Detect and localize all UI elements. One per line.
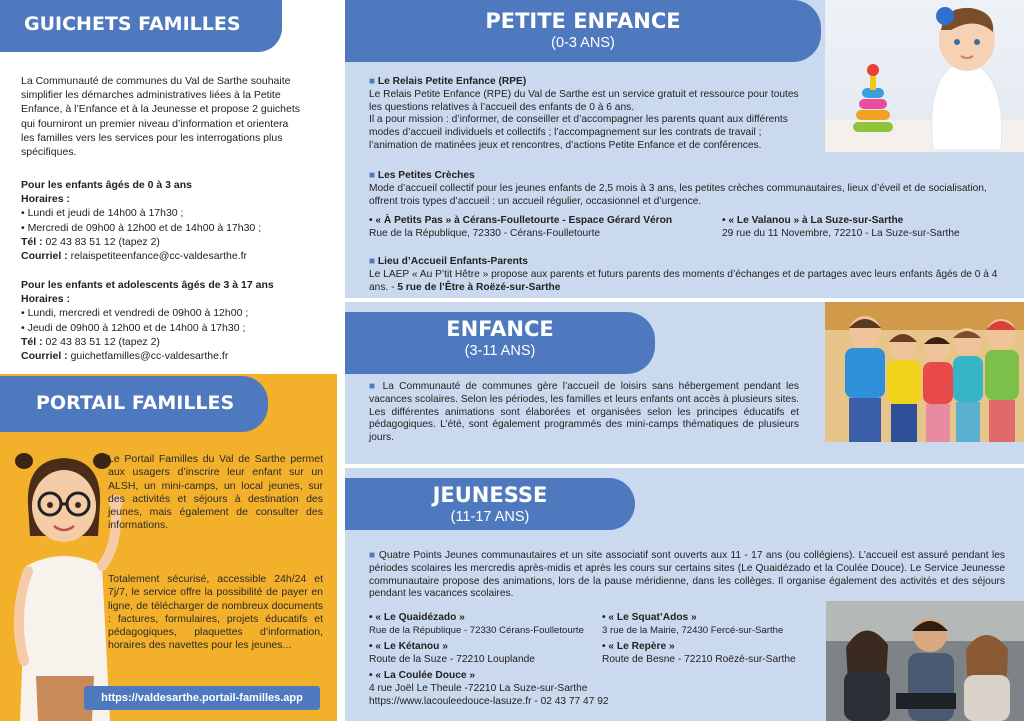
- site-ketanou: • « Le Kétanou » Route de la Suze - 72210 Louplande: [369, 641, 535, 665]
- jeunesse-description: ■ Quatre Points Jeunes communautaires et un site associatif sont ouverts aux 11 - 17 ans (ou collégiens). L’accueil est assuré pendant les périodes scolaires les mercredis après-midis et après les cours sur certains sites (Le Quaidézado et la Coulée Douce). Le Service Jeunesse communautaire propose des animations, lors de la pause méridienne, dans les collèges. Il organise également des activités et des séjours pendant les vacances scolaires.: [369, 550, 1005, 600]
- laep-heading: Lieu d’Accueil Enfants-Parents: [377, 256, 528, 267]
- creche-a-petits-pas: • « À Petits Pas » à Cérans-Foulletourte - Espace Gérard Véron Rue de la République, 72330 - Cérans-Foulletourte: [369, 215, 673, 239]
- creche-le-valanou: • « Le Valanou » à La Suze-sur-Sarthe 29 rue du 11 Novembre, 72210 - La Suze-sur-Sarthe: [722, 215, 960, 239]
- guichet-0-3-block: Pour les enfants âgés de 0 à 3 ans Horaires : • Lundi et jeudi de 14h00 à 17h30 ; • Mercredi de 09h00 à 12h00 et de 14h00 à 17h30 ; Tél : 02 43 83 51 12 (tapez 2) Courriel : relaispetiteenfance@cc-valdesarthe.fr: [21, 178, 323, 263]
- portail-url-link[interactable]: https://valdesarthe.portail-familles.app: [84, 686, 320, 710]
- enfance-header: [345, 312, 655, 374]
- petite-enfance-title: PETITE ENFANCE: [485, 9, 681, 33]
- portail-features: Totalement sécurisé, accessible 24h/24 et 7j/7, le service offre la possibilité de payer en ligne, de télécharger de nombreux documents : factures, formulaires, projets éducatifs et pédagogiques, plaquettes d’information, horaires des navettes pour les jeunes...: [108, 573, 323, 652]
- creches-heading: Les Petites Crèches: [377, 170, 475, 181]
- baby-illustration: [825, 0, 1024, 152]
- square-bullet-icon: ■: [369, 550, 376, 561]
- site-repere: • « Le Repère » Route de Besne - 72210 Roëzé-sur-Sarthe: [602, 641, 796, 665]
- site-quaidezado: • « Le Quaidézado » Rue de la République - 72330 Cérans-Foulletourte: [369, 612, 584, 636]
- square-bullet-icon: ■: [369, 256, 376, 267]
- rpe-heading: Le Relais Petite Enfance (RPE): [377, 76, 527, 87]
- email-link[interactable]: relaispetiteenfance@cc-valdesarthe.fr: [67, 250, 248, 263]
- children-group-image: [825, 302, 1024, 442]
- baby-playing-image: [825, 0, 1024, 152]
- square-bullet-icon: ■: [369, 381, 378, 392]
- rpe-block: ■ Le Relais Petite Enfance (RPE) Le Relais Petite Enfance (RPE) du Val de Sarthe est un service gratuit et ressource pour toutes les questions relatives à l’accueil des enfants de 0 à 6 ans. Il a pour mission : d’informer, de conseiller et d’accompagner les parents quant aux différents modes d’accueil individuels et collectifs ; l’accompagnement sur les contrats de travail ; l’animation de matinées jeux et rencontres, d’actions Petite Enfance et de conférences.: [369, 76, 799, 151]
- girl-with-glasses-image: [6, 446, 124, 721]
- portail-title: PORTAIL FAMILLES: [0, 376, 268, 432]
- square-bullet-icon: ■: [369, 76, 376, 87]
- creches-block: ■ Les Petites Crèches Mode d’accueil collectif pour les jeunes enfants de 2,5 mois à 3 ans, les petites crèches communautaires, lieux d’éveil et de socialisation, offrent trois types d’accueil : un accueil régulier, occasionnel et d’urgence.: [369, 170, 987, 207]
- laep-block: ■ Lieu d’Accueil Enfants-Parents Le LAEP « Au P’tit Hêtre » propose aux parents et futurs parents des moments d’échanges et de partages avec leurs enfants âgés de 0 à 4 ans. - 5 rue de l’Être à Roëzé-sur-Sarthe: [369, 256, 998, 293]
- teenagers-group-image: [826, 601, 1024, 721]
- teenagers-illustration: [826, 601, 1024, 721]
- guichet-3-17-heading: Pour les enfants et adolescents âgés de 3 à 17 ans: [21, 279, 274, 291]
- enfance-description: ■ La Communauté de communes gère l’accueil de loisirs sans hébergement pendant les vacances scolaires. Selon les périodes, les familles et leurs enfants ont accès à plusieurs sites. Les différentes animations sont élaborées et organisées selon les principes éducatifs et pédagogiques. L’été, sont également programmés des mini-camps thématiques de plusieurs jours.: [369, 381, 799, 444]
- phone-number[interactable]: 02 43 83 51 12 (tapez 2): [42, 235, 160, 248]
- section-divider: [345, 464, 1024, 468]
- site-coulee-douce: • « La Coulée Douce » 4 rue Joël Le Theule -72210 La Suze-sur-Sarthe https://www.lacouleedouce-lasuze.fr - 02 43 77 47 92: [369, 670, 609, 707]
- guichet-0-3-heading: Pour les enfants âgés de 0 à 3 ans: [21, 179, 192, 191]
- enfance-age: (3-11 ANS): [464, 343, 536, 359]
- guichets-intro: La Communauté de communes du Val de Sarthe souhaite simplifier les démarches administratives liées à la Petite Enfance, à l’Enfance et à la Jeunesse et propose 2 guichets qui fourniront un premier niveau d’information et orientera les familles vers les services pour les interrogations plus spécifiques.: [21, 75, 301, 159]
- jeunesse-title: JEUNESSE: [432, 483, 548, 507]
- square-bullet-icon: ■: [369, 170, 376, 181]
- children-illustration: [825, 302, 1024, 442]
- site-squat-ados: • « Le Squat’Ados » 3 rue de la Mairie, 72430 Fercé-sur-Sarthe: [602, 612, 784, 636]
- jeunesse-header: [345, 478, 635, 530]
- enfance-title: ENFANCE: [446, 317, 554, 341]
- phone-number[interactable]: 02 43 83 51 12 (tapez 2): [42, 335, 160, 348]
- jeunesse-age: (11-17 ANS): [450, 509, 530, 525]
- petite-enfance-header: [345, 0, 821, 62]
- guichet-3-17-block: Pour les enfants et adolescents âgés de 3 à 17 ans Horaires : • Lundi, mercredi et vendredi de 09h00 à 12h00 ; • Jeudi de 09h00 à 12h00 et de 14h00 à 17h30 ; Tél : 02 43 83 51 12 (tapez 2) Courriel : guichetfamilles@cc-valdesarthe.fr: [21, 278, 323, 363]
- email-link[interactable]: guichetfamilles@cc-valdesarthe.fr: [67, 350, 229, 363]
- coulee-douce-website-link[interactable]: https://www.lacouleedouce-lasuze.fr - 02 43 77 47 92: [369, 695, 609, 707]
- portail-description: Le Portail Familles du Val de Sarthe permet aux usagers d’inscrire leur enfant sur un ALSH, un mini-camps, un local jeunes, sur des activités et séjours à destination des jeunes, mais également de consulter des informations.: [108, 453, 323, 532]
- petite-enfance-age: (0-3 ANS): [551, 35, 615, 51]
- guichets-title: GUICHETS FAMILLES: [0, 0, 282, 52]
